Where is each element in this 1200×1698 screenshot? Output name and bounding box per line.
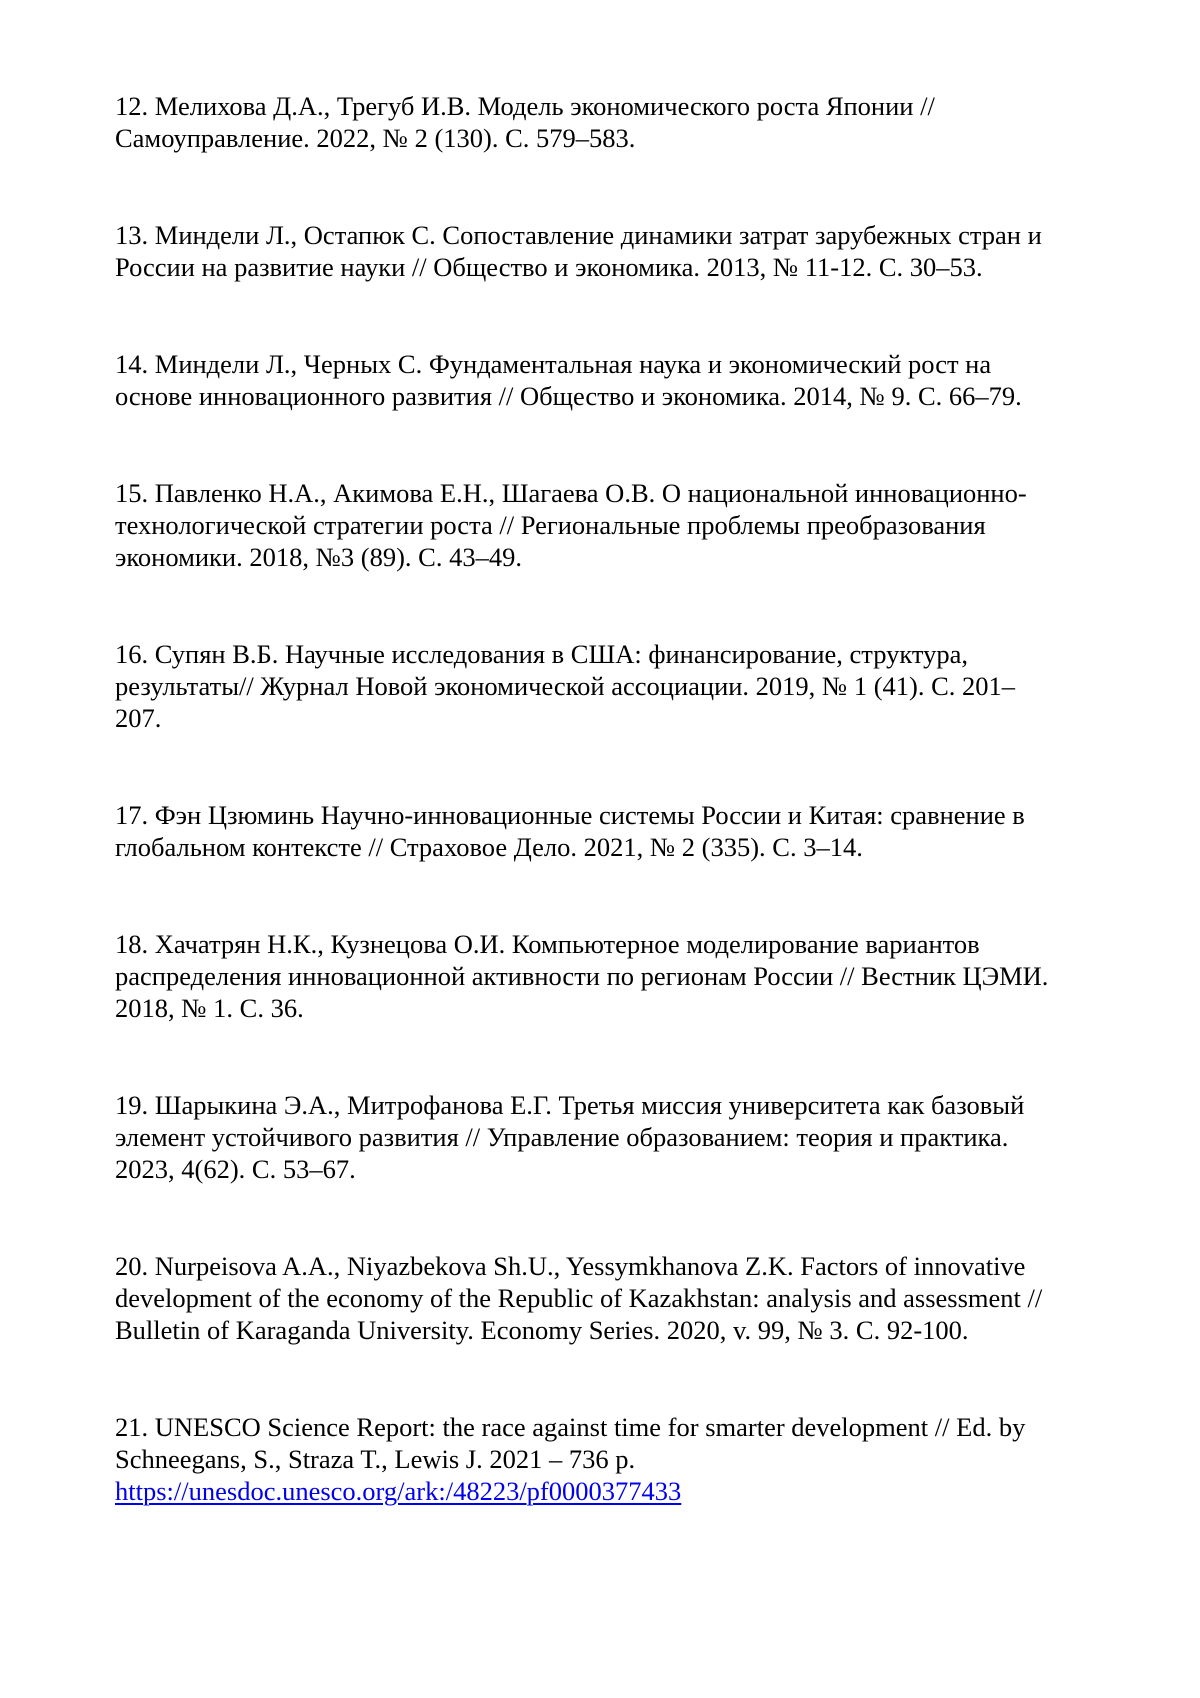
reference-item-20 (115, 1218, 1125, 1346)
reference-text: 16. Супян В.Б. Научные исследования в США: финансирование, структура, результаты// Журнал Новой экономической ассоциации. 2019, № 1 (41). С. 201– 207. (115, 639, 1016, 733)
reference-item-21 (115, 1379, 1125, 1539)
reference-list (115, 58, 1125, 1572)
reference-text: 15. Павленко Н.А., Акимова Е.Н., Шагаева О.В. О национальной инновационно- технологической стратегии роста // Региональные проблемы преобразования экономики. 2018, №3 (89). С. 43–49. (115, 478, 1027, 572)
reference-item-14 (115, 316, 1125, 412)
reference-text: 19. Шарыкина Э.А., Митрофанова Е.Г. Третья миссия университета как базовый элемент устойчивого развития // Управление образованием: теория и практика. 2023, 4(62). С. 53–67. (115, 1090, 1025, 1184)
reference-text: 18. Хачатрян Н.К., Кузнецова О.И. Компьютерное моделирование вариантов распределения инновационной активности по регионам России // Вестник ЦЭМИ. 2018, № 1. С. 36. (115, 929, 1049, 1023)
reference-item-12 (115, 58, 1125, 154)
reference-text: 21. UNESCO Science Report: the race against time for smarter development // Ed. by Schneegans, S., Straza T., Lewis J. 2021 – 736 p. (115, 1412, 1026, 1474)
reference-url-link[interactable]: https://unesdoc.unesco.org/ark:/48223/pf0000377433 (115, 1476, 682, 1506)
reference-item-16 (115, 606, 1125, 734)
reference-text: 14. Миндели Л., Черных С. Фундаментальная наука и экономический рост на основе инновационного развития // Общество и экономика. 2014, № 9. С. 66–79. (115, 349, 1022, 411)
reference-text: 12. Мелихова Д.А., Трегуб И.В. Модель экономического роста Японии // Самоуправление. 2022, № 2 (130). С. 579–583. (115, 91, 935, 153)
reference-text: 13. Миндели Л., Остапюк С. Сопоставление динамики затрат зарубежных стран и России на развитие науки // Общество и экономика. 2013, № 11-12. С. 30–53. (115, 220, 1042, 282)
reference-item-18 (115, 896, 1125, 1024)
reference-text: 17. Фэн Цзюминь Научно-инновационные системы России и Китая: сравнение в глобальном контексте // Страховое Дело. 2021, № 2 (335). С. 3–14. (115, 800, 1025, 862)
reference-item-17 (115, 767, 1125, 863)
reference-item-19 (115, 1057, 1125, 1185)
reference-item-13 (115, 187, 1125, 283)
reference-item-15 (115, 445, 1125, 573)
reference-text: 20. Nurpeisova A.A., Niyazbekova Sh.U., Yessymkhanova Z.K. Factors of innovative development of the economy of the Republic of Kazakhstan: analysis and assessment // Bulletin of Karaganda University. Economy Series. 2020, v. 99, № 3. С. 92-100. (115, 1251, 1043, 1345)
